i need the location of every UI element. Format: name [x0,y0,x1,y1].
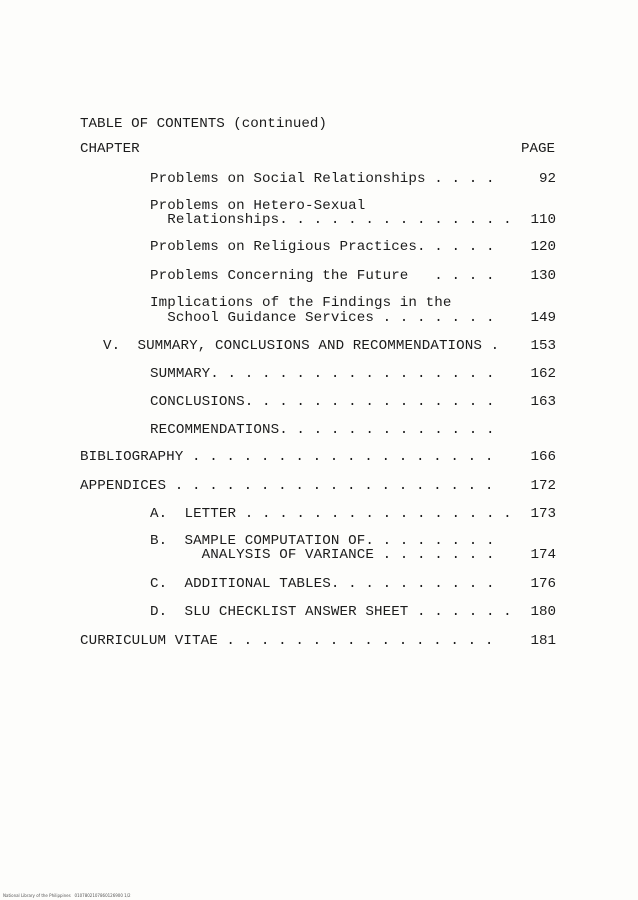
toc-entry-religious-practices: Problems on Religious Practices. . . . . [150,239,495,255]
toc-title: TABLE OF CONTENTS (continued) [80,116,327,132]
scan-footer-text: National Library of the Philippines 0107802107860126900 1/2 [3,893,131,898]
toc-page-number: 120 [530,239,556,255]
toc-entry-implications-line1: Implications of the Findings in the [150,295,452,311]
toc-entry-appendices: APPENDICES . . . . . . . . . . . . . . . . . . . [80,478,494,494]
toc-entry-curriculum-vitae: CURRICULUM VITAE . . . . . . . . . . . . . . . . [80,633,494,649]
toc-entry-hetero-sexual-line2: Relationships. . . . . . . . . . . . . . [150,212,512,228]
toc-page-number: 181 [530,633,556,649]
toc-page-number: 149 [530,310,556,326]
toc-entry-appendix-a: A. LETTER . . . . . . . . . . . . . . . . [150,506,512,522]
toc-entry-bibliography: BIBLIOGRAPHY . . . . . . . . . . . . . . . . . . [80,449,494,465]
toc-page-number: 176 [530,576,556,592]
toc-page-number: 173 [530,506,556,522]
toc-page-number: 162 [530,366,556,382]
toc-page-number: 174 [530,547,556,563]
toc-entry-appendix-d: D. SLU CHECKLIST ANSWER SHEET . . . . . . [150,604,512,620]
page-column-label: PAGE [521,141,556,157]
chapter-column-label: CHAPTER [80,141,140,157]
toc-page-number: 163 [530,394,556,410]
toc-entry-summary: SUMMARY. . . . . . . . . . . . . . . . . [150,366,495,382]
toc-page-number: 153 [530,338,556,354]
toc-page-number: 166 [530,449,556,465]
toc-page-number: 172 [530,478,556,494]
toc-page-number: 92 [538,171,556,187]
toc-entry-implications-line2: School Guidance Services . . . . . . . [150,310,495,326]
toc-entry-future: Problems Concerning the Future . . . . [150,268,495,284]
toc-entry-hetero-sexual-line1: Problems on Hetero-Sexual [150,198,366,214]
toc-page-number: 130 [530,268,556,284]
toc-entry-appendix-b-line2: ANALYSIS OF VARIANCE . . . . . . . [150,547,495,563]
toc-entry-appendix-b-line1: B. SAMPLE COMPUTATION OF. . . . . . . . [150,533,495,549]
toc-page-number: 180 [530,604,556,620]
toc-entry-chapter-v: V. SUMMARY, CONCLUSIONS AND RECOMMENDATIONS . [103,338,500,354]
toc-page-number: 110 [530,212,556,228]
toc-entry-social-relationships: Problems on Social Relationships . . . . [150,171,495,187]
toc-entry-conclusions: CONCLUSIONS. . . . . . . . . . . . . . . [150,394,495,410]
toc-entry-recommendations: RECOMMENDATIONS. . . . . . . . . . . . . [150,422,495,438]
toc-entry-appendix-c: C. ADDITIONAL TABLES. . . . . . . . . . [150,576,495,592]
